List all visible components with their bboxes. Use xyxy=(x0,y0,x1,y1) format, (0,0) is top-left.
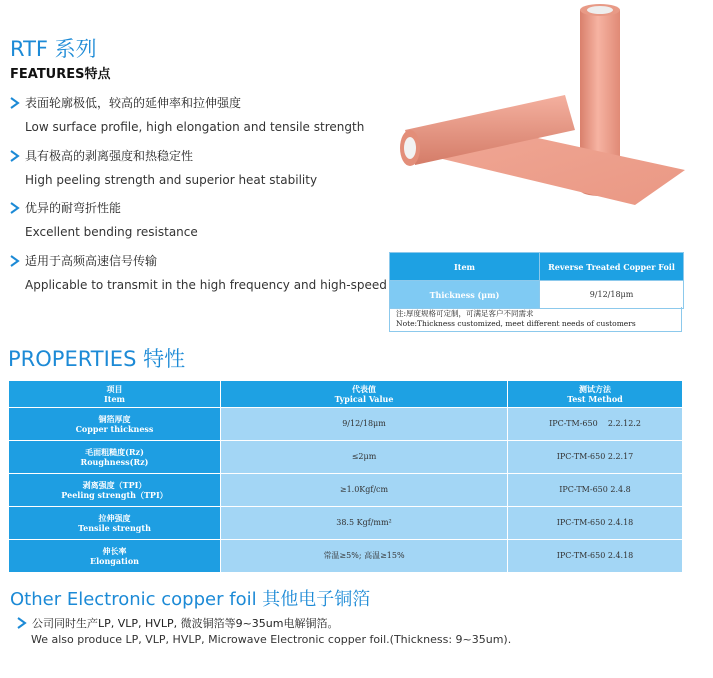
feature-1-en: Low surface profile, high elongation and tensile strength xyxy=(25,120,365,134)
header-method-en: Test Method xyxy=(567,394,623,404)
other-foil-en: We also produce LP, VLP, HVLP, Microwave Electronic copper foil.(Thickness: 9~35um). xyxy=(31,633,512,646)
row-method: IPC-TM-650 2.2.17 xyxy=(508,441,683,474)
spec-row-value: 9/12/18μm xyxy=(540,281,684,309)
row-value: 常温≥5%; 高温≥15% xyxy=(221,540,508,573)
row-item-en: Elongation xyxy=(90,556,139,566)
row-method: IPC-TM-650 2.4.8 xyxy=(508,474,683,507)
row-item xyxy=(9,408,221,441)
feature-4-en: Applicable to transmit in the high frequency and high-speed xyxy=(25,278,387,292)
feature-1-cn-text: 表面轮廓极低，较高的延伸率和拉伸强度 xyxy=(25,96,242,110)
chevron-right-icon xyxy=(10,202,20,214)
spec-head-item: Item xyxy=(390,253,540,281)
row-item xyxy=(9,540,221,573)
feature-4-cn-text: 适用于高频高速信号传输 xyxy=(25,254,158,268)
table-row xyxy=(9,408,683,441)
spec-table-row xyxy=(390,281,684,309)
features-title: FEATURES特点 xyxy=(10,67,111,82)
header-value-en: Typical Value xyxy=(334,394,394,404)
header-item xyxy=(9,381,221,408)
header-test-method xyxy=(508,381,683,408)
table-row xyxy=(9,441,683,474)
row-method: IPC-TM-650 2.4.18 xyxy=(508,507,683,540)
other-foil-cn-text: 公司同时生产LP, VLP, HVLP, 微波铜箔等9~35um电解铜箔。 xyxy=(32,617,339,630)
properties-header-row xyxy=(9,381,683,408)
copper-foil-roll-image xyxy=(385,0,713,245)
table-row xyxy=(9,474,683,507)
row-value: ≥1.0Kgf/cm xyxy=(221,474,508,507)
properties-table xyxy=(8,380,683,573)
feature-2-cn-text: 具有极高的剥离强度和热稳定性 xyxy=(25,149,194,163)
feature-3-cn xyxy=(10,199,121,216)
other-foil-cn xyxy=(17,615,338,631)
row-item-en: Peeling strength（TPI） xyxy=(61,490,168,500)
row-value: 9/12/18μm xyxy=(221,408,508,441)
spec-table-header xyxy=(390,253,684,281)
header-method-cn: 测试方法 xyxy=(579,384,611,394)
chevron-right-icon xyxy=(10,97,20,109)
row-item-en: Tensile strength xyxy=(78,523,151,533)
feature-4-cn xyxy=(10,252,157,269)
spec-note-cn: 注:厚度规格可定制，可满足客户不同需求 xyxy=(396,309,534,318)
spec-head-product: Reverse Treated Copper Foil xyxy=(540,253,684,281)
row-item-en: Copper thickness xyxy=(75,424,154,434)
spec-note-en: Note:Thickness customized, meet different needs of customers xyxy=(396,319,636,328)
chevron-right-icon xyxy=(10,150,20,162)
row-value: ≤2μm xyxy=(221,441,508,474)
spec-note xyxy=(389,307,682,332)
feature-1-cn xyxy=(10,94,241,111)
properties-title: PROPERTIES 特性 xyxy=(8,347,186,371)
row-item-en: Roughness(Rz) xyxy=(80,457,149,467)
spec-row-key: Thickness (μm) xyxy=(390,281,540,309)
header-item-en: Item xyxy=(104,394,125,404)
table-row xyxy=(9,540,683,573)
spec-table xyxy=(389,252,684,309)
row-item xyxy=(9,441,221,474)
row-item-cn: 剥离强度（TPI） xyxy=(82,480,147,490)
rtf-series-title: RTF 系列 xyxy=(10,37,97,61)
feature-2-cn xyxy=(10,147,193,164)
table-row xyxy=(9,507,683,540)
feature-2-en: High peeling strength and superior heat stability xyxy=(25,173,318,187)
chevron-right-icon xyxy=(10,255,20,267)
feature-3-en: Excellent bending resistance xyxy=(25,225,198,239)
feature-3-cn-text: 优异的耐弯折性能 xyxy=(25,201,122,215)
row-method: IPC-TM-650 2.4.18 xyxy=(508,540,683,573)
row-item-cn: 伸长率 xyxy=(102,546,127,556)
row-value: 38.5 Kgf/mm² xyxy=(221,507,508,540)
row-item xyxy=(9,474,221,507)
header-value-cn: 代表值 xyxy=(352,384,376,394)
header-typical-value xyxy=(221,381,508,408)
chevron-right-icon xyxy=(17,617,27,629)
header-item-cn: 项目 xyxy=(106,384,123,394)
row-item xyxy=(9,507,221,540)
row-item-cn: 毛面粗糙度(Rz) xyxy=(85,447,144,457)
row-item-cn: 拉伸强度 xyxy=(98,513,131,523)
other-foil-title: Other Electronic copper foil 其他电子铜箔 xyxy=(10,589,371,610)
row-method: IPC-TM-650 2.2.12.2 xyxy=(508,408,683,441)
row-item-cn: 铜箔厚度 xyxy=(98,414,131,424)
